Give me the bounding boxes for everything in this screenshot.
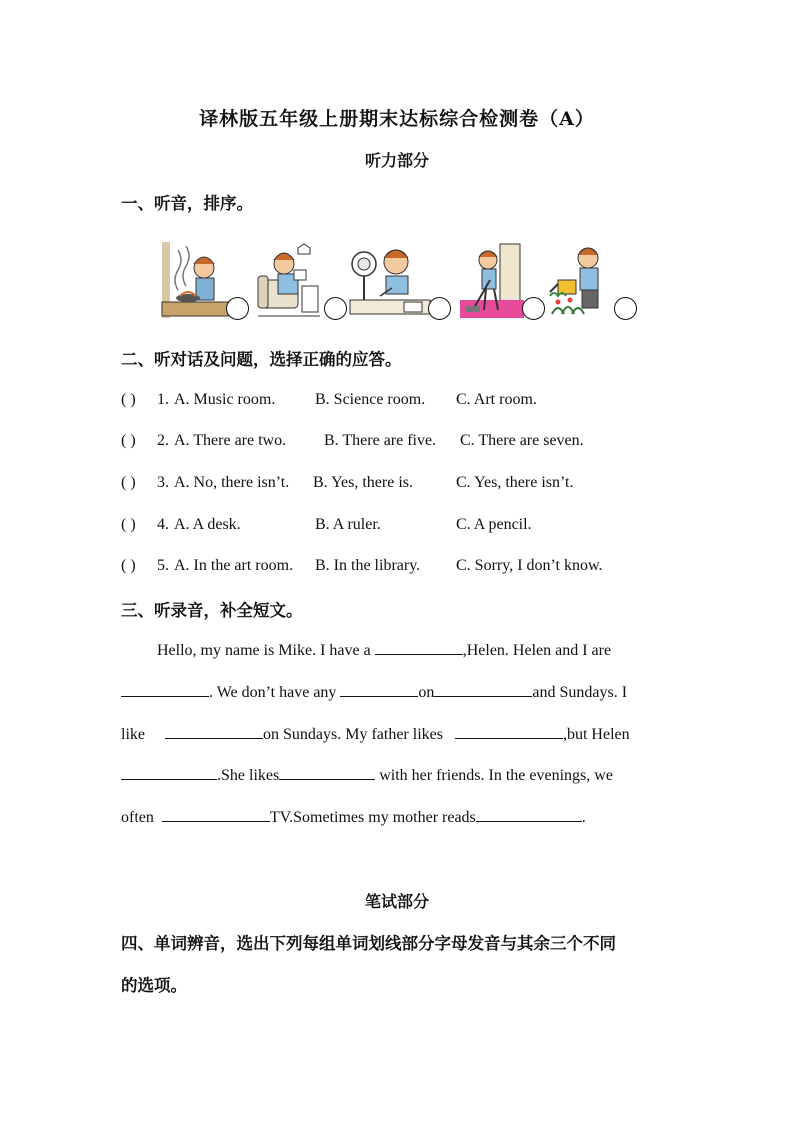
answer-circle-5[interactable] (614, 297, 637, 320)
writing-at-desk-picture-icon (348, 240, 432, 322)
blank-8[interactable] (279, 765, 375, 780)
option-c: C. Art room. (456, 391, 537, 408)
blank-2[interactable] (121, 682, 209, 697)
option-a: A. In the art room. (174, 557, 294, 574)
passage-line: Hello, my name is Mike. I have a ,Helen. Helen and I are (157, 642, 612, 659)
passage-line: often TV.Sometimes my mother reads . (121, 809, 586, 826)
option-b: B. In the library. (315, 557, 421, 574)
blank-1[interactable] (375, 640, 463, 655)
question-number: 5. (157, 557, 169, 574)
question-number: 4. (157, 516, 169, 533)
answer-circle-3[interactable] (428, 297, 451, 320)
section4-heading-line1: 四、单词辨音，选出下列每组单词划线部分字母发音与其余三个不同 (121, 934, 616, 953)
answer-paren[interactable]: ( ) (121, 432, 136, 449)
option-c: C. There are seven. (460, 432, 584, 449)
option-a: A. There are two. (174, 432, 287, 449)
blank-7[interactable] (121, 765, 217, 780)
answer-paren[interactable]: ( ) (121, 391, 136, 408)
passage-line: like on Sundays. My father likes ,but Helen (121, 726, 630, 743)
answer-paren[interactable]: ( ) (121, 557, 136, 574)
section4-heading-line2: 的选项。 (121, 976, 187, 995)
section3-heading: 三、听录音，补全短文。 (121, 601, 303, 620)
written-part-header: 笔试部分 (364, 892, 429, 911)
option-b: B. There are five. (324, 432, 437, 449)
cooking-picture-icon (160, 240, 230, 322)
answer-circle-1[interactable] (226, 297, 249, 320)
answer-circle-2[interactable] (324, 297, 347, 320)
answer-circle-4[interactable] (522, 297, 545, 320)
picture-strip (160, 240, 640, 324)
option-b: B. Yes, there is. (313, 474, 414, 491)
option-a: A. Music room. (174, 391, 276, 408)
question-number: 1. (157, 391, 169, 408)
passage-line: . We don’t have any on and Sundays. I (121, 682, 674, 702)
option-a: A. No, there isn’t. (174, 474, 290, 491)
section2-heading: 二、听对话及问题，选择正确的应答。 (121, 350, 402, 369)
blank-5[interactable] (165, 724, 263, 739)
question-number: 3. (157, 474, 169, 491)
reading-on-sofa-picture-icon (254, 240, 324, 322)
answer-paren[interactable]: ( ) (121, 474, 136, 491)
question-number: 2. (157, 432, 169, 449)
blank-4[interactable] (434, 682, 532, 697)
blank-6[interactable] (455, 724, 563, 739)
option-c: C. Yes, there isn’t. (456, 474, 574, 491)
option-b: B. A ruler. (315, 516, 381, 533)
blank-10[interactable] (476, 807, 582, 822)
section1-heading: 一、听音，排序。 (121, 194, 253, 213)
blank-3[interactable] (340, 682, 418, 697)
sweeping-floor-picture-icon (460, 240, 524, 322)
option-b: B. Science room. (315, 391, 426, 408)
blank-9[interactable] (162, 807, 270, 822)
option-c: C. A pencil. (456, 516, 532, 533)
option-a: A. A desk. (174, 516, 241, 533)
watering-flowers-picture-icon (548, 240, 614, 322)
answer-paren[interactable]: ( ) (121, 516, 136, 533)
page-title: 译林版五年级上册期末达标综合检测卷（A） (199, 108, 595, 130)
listening-part-header: 听力部分 (364, 151, 429, 170)
passage-line: .She likes with her friends. In the evenings, we (121, 765, 674, 785)
option-c: C. Sorry, I don’t know. (456, 557, 603, 574)
